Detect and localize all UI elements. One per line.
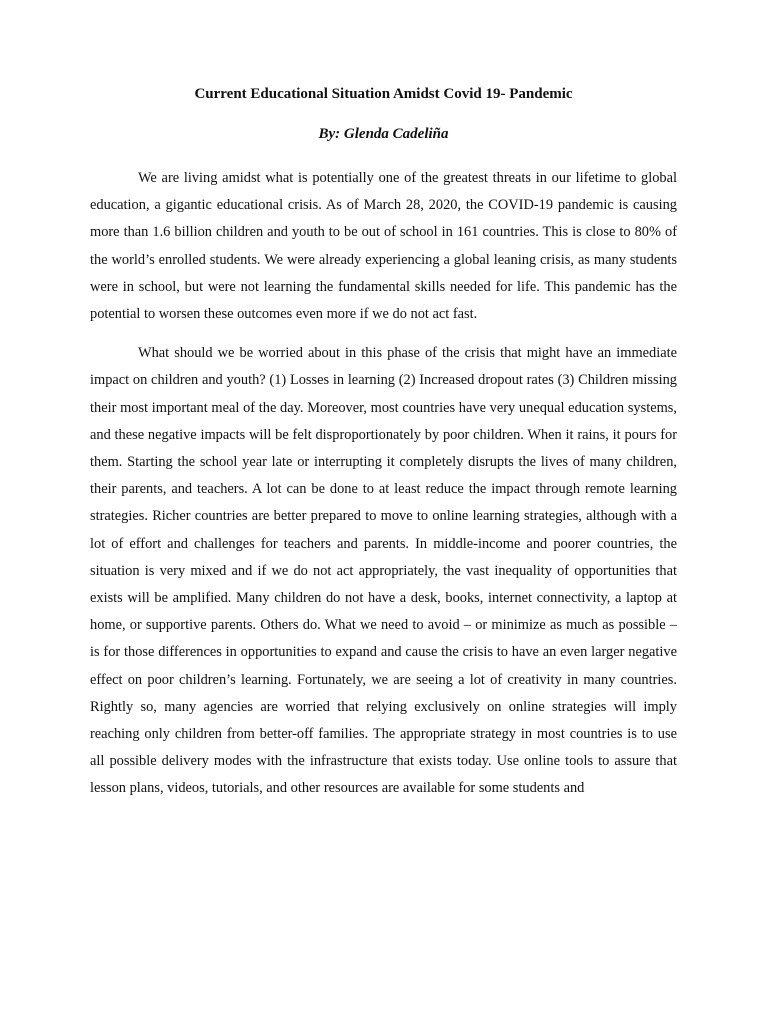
author-byline: By: Glenda Cadeliña [318, 126, 449, 142]
document-title: Current Educational Situation Amidst Covid 19- Pandemic [194, 86, 573, 102]
body-paragraph-2: What should we be worried about in this phase of the crisis that might have an immediate impact on children and youth? (1) Losses in learning (2) Increased dropout rates (3) Children missing their most important meal of the day. Moreover, most countries have very unequal education systems, and these negative impacts will be felt disproportionately by poor children. When it rains, it pours for them. Starting the school year late or interrupting it completely disrupts the lives of many children, their parents, and teachers. A lot can be done to at least reduce the impact through remote learning strategies. Richer countries are better prepared to move to online learning strategies, although with a lot of effort and challenges for teachers and parents. In middle-income and poorer countries, the situation is very mixed and if we do not act appropriately, the vast inequality of opportunities that exists will be amplified. Many children do not have a desk, books, internet connectivity, a laptop at home, or supportive parents. Others do. What we need to avoid – or minimize as much as possible – is for those differences in opportunities to expand and cause the crisis to have an even larger negative effect on poor children’s learning. Fortunately, we are seeing a lot of creativity in many countries. Rightly so, many agencies are worried that relying exclusively on online strategies will imply reaching only children from better-off families. The appropriate strategy in most countries is to use all possible delivery modes with the infrastructure that exists today. Use online tools to assure that lesson plans, videos, tutorials, and other resources are available for some students and [90, 345, 677, 797]
document-page [90, 84, 677, 803]
body-paragraph-1: We are living amidst what is potentially one of the greatest threats in our lifetime to global education, a gigantic educational crisis. As of March 28, 2020, the COVID-19 pandemic is causing more than 1.6 billion children and youth to be out of school in 161 countries. This is close to 80% of the world’s enrolled students. We were already experiencing a global leaning crisis, as many students were in school, but were not learning the fundamental skills needed for life. This pandemic has the potential to worsen these outcomes even more if we do not act fast. [90, 170, 677, 323]
